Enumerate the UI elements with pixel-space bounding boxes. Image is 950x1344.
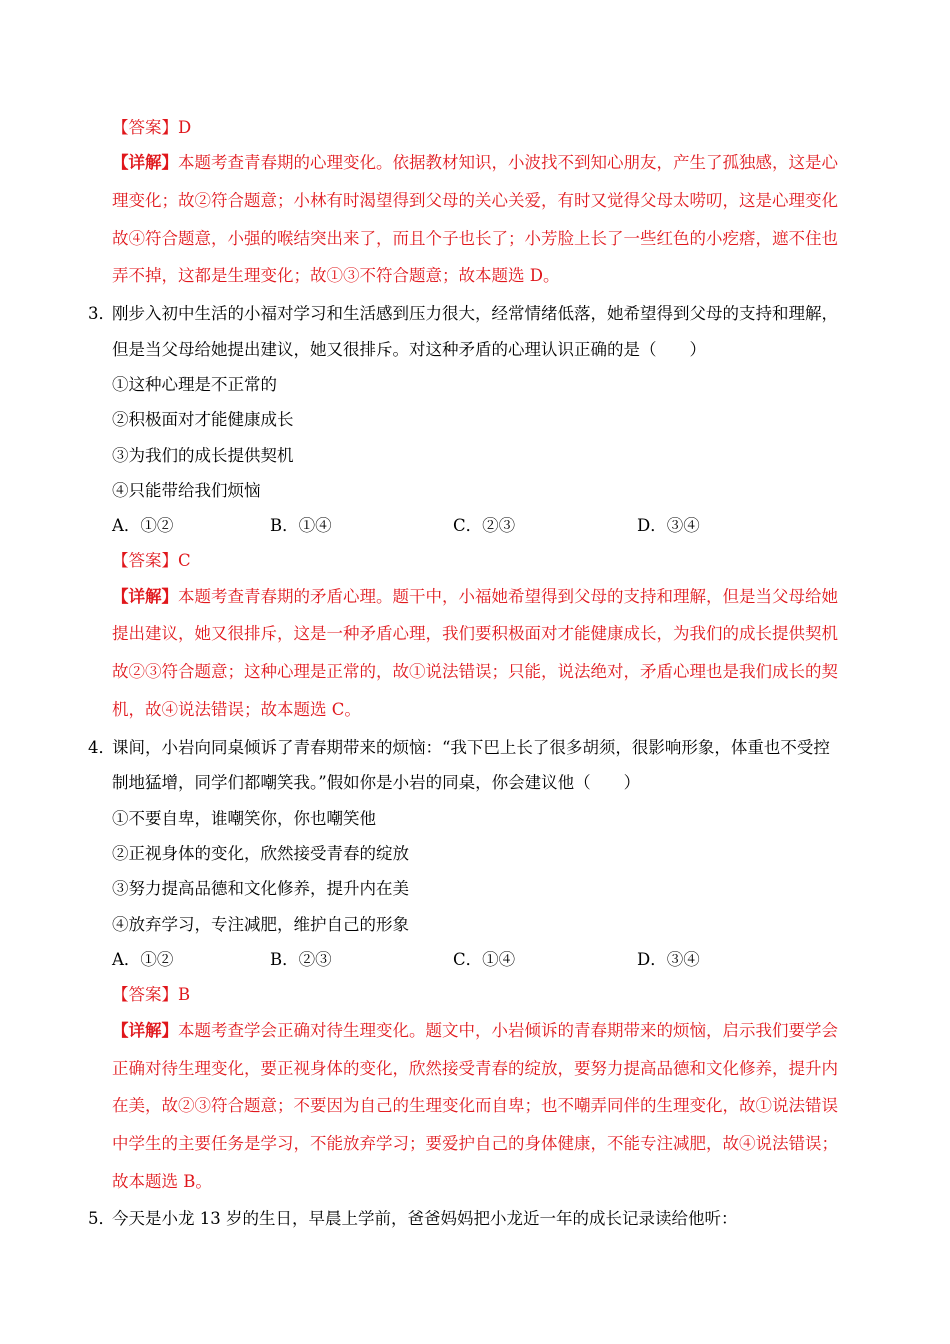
q3-detail-line-3: 故②③符合题意；这种心理是正常的，故①说法错误；只能，说法绝对，矛盾心理也是我们成长的契 <box>112 662 838 681</box>
q3-option-c: C．②③ <box>453 516 516 535</box>
q4-detail-line-3: 在美，故②③符合题意；不要因为自己的生理变化而自卑；也不嘲弄同伴的生理变化，故①说法错误 <box>112 1096 838 1115</box>
q3-item-4: ④只能带给我们烦恼 <box>112 481 261 500</box>
q5-number: 5． <box>88 1209 115 1228</box>
q3-options <box>112 514 832 538</box>
q2-detail-line-3: 故④符合题意，小强的喉结突出来了，而且个子也长了；小芳脸上长了一些红色的小疙瘩，遮不住也 <box>112 229 838 248</box>
q3-item-3: ③为我们的成长提供契机 <box>112 446 294 465</box>
q3-item-2: ②积极面对才能健康成长 <box>112 410 294 429</box>
q4-option-b: B．②③ <box>270 950 332 969</box>
q4-stem-line-1: 课间，小岩向同桌倾诉了青春期带来的烦恼：“我下巴上长了很多胡须，很影响形象，体重也不受控 <box>112 738 830 757</box>
q4-stem-line-2: 制地猛增，同学们都嘲笑我。”假如你是小岩的同桌，你会建议他（ ） <box>112 773 641 792</box>
q3-item-1: ①这种心理是不正常的 <box>112 375 277 394</box>
q3-detail-line-2: 提出建议，她又很排斥，这是一种矛盾心理，我们要积极面对才能健康成长，为我们的成长提供契机 <box>112 624 838 643</box>
q3-option-a: A．①② <box>112 516 174 535</box>
q3-number: 3． <box>88 304 115 323</box>
q4-answer: 【答案】B <box>112 985 191 1004</box>
q2-detail-line-4: 弄不掉，这都是生理变化；故①③不符合题意；故本题选 D。 <box>112 266 560 285</box>
q3-option-d: D．③④ <box>637 516 700 535</box>
q4-detail-line-1: 【详解】本题考查学会正确对待生理变化。题文中，小岩倾诉的青春期带来的烦恼，启示我们要学会 <box>112 1021 838 1040</box>
q2-detail-line-1: 【详解】本题考查青春期的心理变化。依据教材知识，小波找不到知心朋友，产生了孤独感，这是心 <box>112 153 838 172</box>
q4-detail-line-5: 故本题选 B。 <box>112 1172 212 1191</box>
q4-detail-line-2: 正确对待生理变化，要正视身体的变化，欣然接受青春的绽放，要努力提高品德和文化修养，提升内 <box>112 1059 838 1078</box>
q2-detail-line-2: 理变化；故②符合题意；小林有时渴望得到父母的关心关爱，有时又觉得父母太唠叨，这是心理变化 <box>112 191 838 210</box>
q4-item-1: ①不要自卑，谁嘲笑你，你也嘲笑他 <box>112 809 376 828</box>
q3-stem-line-2: 但是当父母给她提出建议，她又很排斥。对这种矛盾的心理认识正确的是（ ） <box>112 340 706 359</box>
q3-option-b: B．①④ <box>270 516 332 535</box>
q4-detail-line-4: 中学生的主要任务是学习，不能放弃学习；要爱护自己的身体健康，不能专注减肥，故④说法错误； <box>112 1134 838 1153</box>
q3-answer: 【答案】C <box>112 551 191 570</box>
q3-stem-line-1: 刚步入初中生活的小福对学习和生活感到压力很大，经常情绪低落，她希望得到父母的支持和理解， <box>112 304 838 323</box>
q3-detail-line-4: 机，故④说法错误；故本题选 C。 <box>112 700 361 719</box>
q4-item-2: ②正视身体的变化，欣然接受青春的绽放 <box>112 844 409 863</box>
q4-option-d: D．③④ <box>637 950 700 969</box>
q4-option-a: A．①② <box>112 950 174 969</box>
q4-item-4: ④放弃学习，专注减肥，维护自己的形象 <box>112 915 409 934</box>
q4-options <box>112 948 832 972</box>
q4-option-c: C．①④ <box>453 950 516 969</box>
q4-item-3: ③努力提高品德和文化修养，提升内在美 <box>112 879 409 898</box>
q5-stem: 今天是小龙 13 岁的生日，早晨上学前，爸爸妈妈把小龙近一年的成长记录读给他听： <box>112 1209 738 1228</box>
q2-detail-label: 【详解】 <box>112 153 178 172</box>
q4-detail-label: 【详解】 <box>112 1021 178 1040</box>
q3-detail-label: 【详解】 <box>112 587 178 606</box>
q2-answer: 【答案】D <box>112 118 192 137</box>
q4-number: 4． <box>88 738 115 757</box>
q3-detail-line-1: 【详解】本题考查青春期的矛盾心理。题干中，小福她希望得到父母的支持和理解，但是当父母给她 <box>112 587 838 606</box>
